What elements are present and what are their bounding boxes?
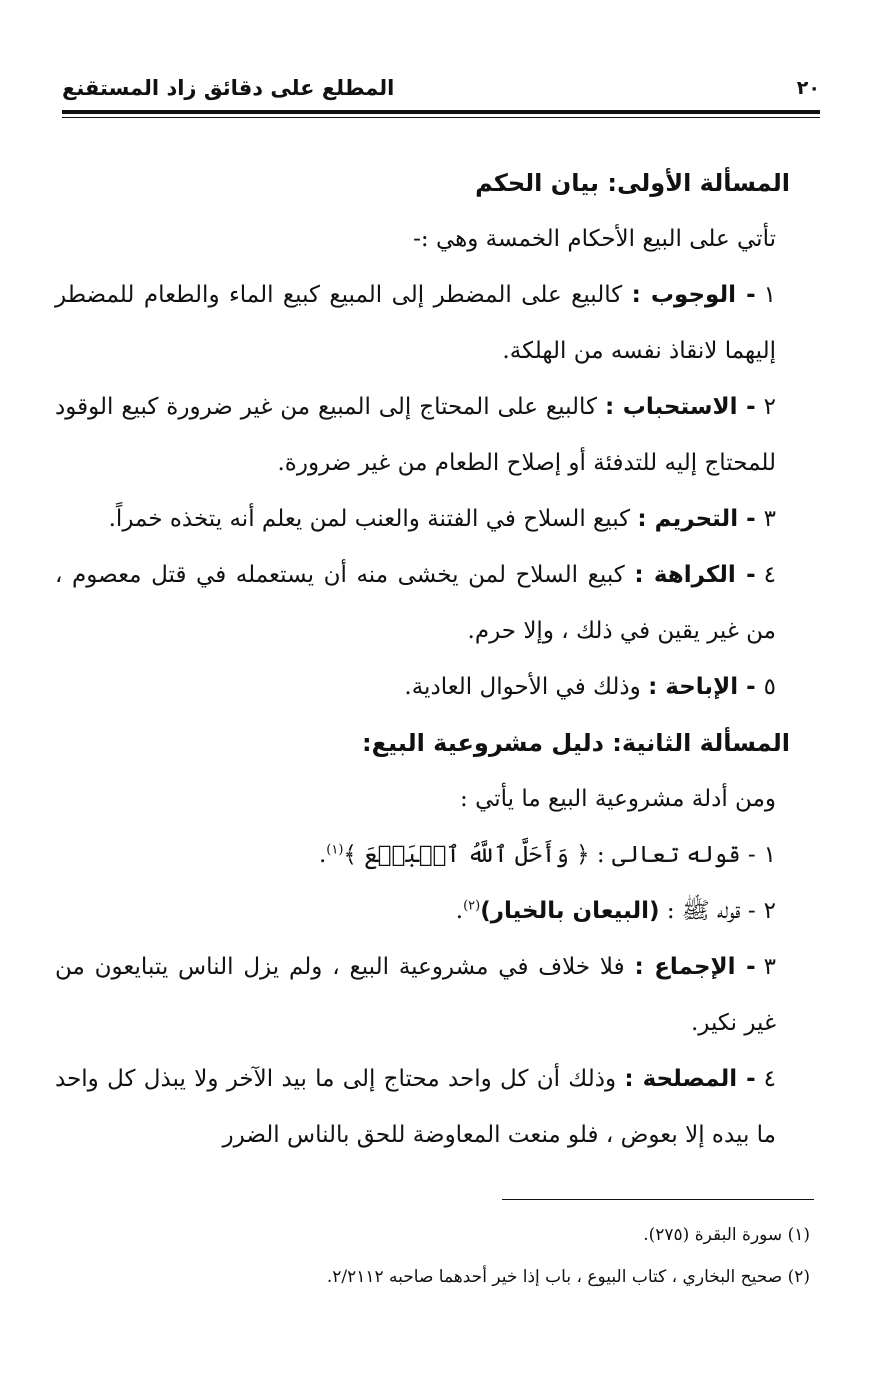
- footnote-ref[interactable]: (١): [326, 842, 344, 858]
- book-title: المطلع على دقائق زاد المستقنع: [62, 76, 395, 100]
- header-rule-thin: [62, 117, 820, 118]
- footnote-1: (١) سورة البقرة (٢٧٥).: [643, 1225, 810, 1245]
- list-item: [55, 883, 790, 939]
- item-text: كبيع السلاح لمن يخشى منه أن يستعمله في قتل معصوم ، من غير يقين في ذلك ، وإلا حرم.: [55, 562, 776, 644]
- footnote-2: (٢) صحيح البخاري ، كتاب البيوع ، باب إذا خير أحدهما صاحبه ٢/٢١١٢.: [326, 1267, 810, 1287]
- item-number: ٥: [763, 674, 776, 700]
- item-suffix: .: [318, 842, 327, 868]
- item-text: كبيع السلاح في الفتنة والعنب لمن يعلم أنه يتخذه خمراً.: [108, 506, 638, 532]
- item-number: ٣: [763, 506, 776, 532]
- footnote-ref[interactable]: (٢): [463, 898, 481, 914]
- header-rule-thick: [62, 110, 820, 114]
- item-term: - التحريم :: [637, 506, 756, 532]
- item-text: فلا خلاف في مشروعية البيع ، ولم يزل الناس يتبايعون من غير نكير.: [55, 954, 776, 1036]
- list-item: [55, 659, 790, 715]
- list-item: [55, 827, 790, 883]
- page-number: ٢٠: [796, 77, 820, 99]
- item-number: ١: [763, 842, 776, 868]
- item-text: كالبيع على المحتاج إلى المبيع من غير ضرورة كبيع الوقود للمحتاج إليه للتدفئة أو إصلاح الطعام من غير ضرورة.: [55, 394, 776, 476]
- item-number: ١: [763, 282, 776, 308]
- item-suffix: .: [455, 898, 464, 924]
- item-number: ٤: [763, 562, 776, 588]
- item-text: وذلك أن كل واحد محتاج إلى ما بيد الآخر ولا يبذل كل واحد ما بيده إلا بعوض ، فلو منعت المعاوضة للحق بالناس الضرر: [55, 1066, 776, 1148]
- item-term: - الكراهة :: [634, 562, 756, 588]
- list-item: [55, 939, 790, 1051]
- list-item: [55, 267, 790, 379]
- section1-heading: المسألة الأولى: بيان الحكم: [475, 169, 790, 197]
- item-prefix: - قوله ﷺ :: [659, 898, 756, 924]
- list-item: [55, 1051, 790, 1163]
- section1-intro: تأتي على البيع الأحكام الخمسة وهي :-: [413, 226, 776, 252]
- item-number: ٢: [763, 898, 776, 924]
- item-text: وذلك في الأحوال العادية.: [404, 674, 649, 700]
- item-prefix: - قوله تعالى :: [589, 842, 756, 868]
- quran-quote: ﴿ وَأَحَلَّ ٱللَّهُ ٱلۡبَيۡعَ ﴾: [343, 842, 590, 868]
- list-item: [55, 547, 790, 659]
- item-text: كالبيع على المضطر إلى المبيع كبيع الماء والطعام للمضطر إليهما لانقاذ نفسه من الهلكة.: [55, 282, 776, 364]
- running-header: [62, 72, 820, 104]
- main-text: [55, 155, 790, 1163]
- hadith-quote: (البيعان بالخيار): [480, 898, 660, 924]
- item-number: ٣: [763, 954, 776, 980]
- footnotes: [60, 1214, 810, 1298]
- item-term: - الإجماع :: [634, 954, 756, 980]
- item-term: - الإباحة :: [648, 674, 756, 700]
- section2-heading: المسألة الثانية: دليل مشروعية البيع:: [361, 729, 790, 757]
- list-item: [55, 379, 790, 491]
- item-term: - المصلحة :: [624, 1066, 756, 1092]
- item-number: ٢: [763, 394, 776, 420]
- item-term: - الاستحباب :: [604, 394, 756, 420]
- item-term: - الوجوب :: [631, 282, 756, 308]
- section2-intro: ومن أدلة مشروعية البيع ما يأتي :: [460, 786, 776, 812]
- item-number: ٤: [763, 1066, 776, 1092]
- list-item: [55, 491, 790, 547]
- footnote-separator: [502, 1199, 814, 1200]
